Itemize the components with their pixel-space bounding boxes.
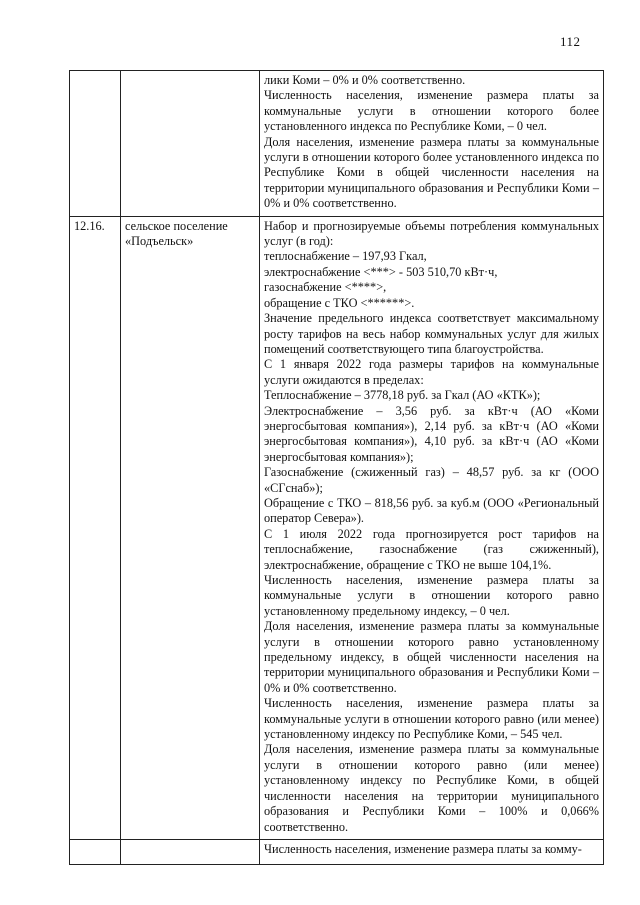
row-description-cell — [260, 71, 604, 217]
table-row — [70, 71, 604, 217]
paragraph: Электроснабжение – 3,56 руб. за кВт·ч (АО «Коми энергосбытовая компания»), 2,14 руб. за кВт·ч (АО «Коми энергосбытовая компания»), 4,10 руб. за кВт·ч (АО «Коми энергосбытовая компания»); — [264, 403, 599, 464]
paragraph: Доля населения, изменение размера платы за коммунальные услуги в отношении которого равно (или менее) установленному индексу по Республике Коми, в общей численности населения на территории муниципального образования и Республики Коми – 100% и 0,066% соответственно. — [264, 742, 599, 834]
paragraph: Численность населения, изменение размера платы за коммунальные услуги в отношении которого равно (или менее) установленному индексу по Республике Коми, – 545 чел. — [264, 696, 599, 742]
table-row — [70, 839, 604, 864]
row-name-cell — [121, 839, 260, 864]
paragraph: теплоснабжение – 197,93 Гкал, — [264, 249, 427, 264]
table-row — [70, 216, 604, 839]
paragraph: Набор и прогнозируемые объемы потребления коммунальных услуг (в год): — [264, 218, 599, 249]
paragraph: Значение предельного индекса соответствует максимальному росту тарифов на весь набор коммунальных услуг для жилых помещений соответствующего типа благоустройства. — [264, 311, 599, 356]
row-name-cell: сельское поселение «Подъельск» — [121, 216, 260, 839]
row-number-cell — [70, 71, 121, 217]
paragraph: Теплоснабжение – 3778,18 руб. за Гкал (АО «КТК»); — [264, 388, 541, 403]
paragraph: С 1 января 2022 года размеры тарифов на коммунальные услуги ожидаются в пределах: — [264, 357, 599, 387]
row-number-cell — [70, 839, 121, 864]
paragraph: Газоснабжение (сжиженный газ) – 48,57 руб. за кг (ООО «СГснаб»); — [264, 465, 599, 495]
paragraph: электроснабжение <***> - 503 510,70 кВт·ч, — [264, 264, 498, 279]
row-description-cell — [260, 839, 604, 864]
paragraph: С 1 июля 2022 года прогнозируется рост тарифов на теплоснабжение, газоснабжение (газ сжиженный), электроснабжение, обращение с ТКО не выше 104,1%. — [264, 526, 599, 572]
paragraph: Численность населения, изменение размера платы за комму- — [264, 841, 582, 856]
paragraph: обращение с ТКО <******>. — [264, 295, 415, 310]
row-name-cell — [121, 71, 260, 217]
paragraph: Доля населения, изменение размера платы за коммунальные услуги в отношении которого равно установленному предельному индексу, в общей численности населения на территории муниципального образования и Республики Коми – 0% и 0% соответственно. — [264, 619, 599, 695]
row-description-cell — [260, 216, 604, 839]
page-number: 112 — [560, 34, 581, 49]
paragraph: лики Коми – 0% и 0% соответственно. — [264, 73, 466, 87]
paragraph: Обращение с ТКО – 818,56 руб. за куб.м (ООО «Региональный оператор Севера»). — [264, 495, 599, 526]
paragraph: газоснабжение <****>, — [264, 280, 387, 295]
paragraph: Доля населения, изменение размера платы за коммунальные услуги в отношении которого более установленного индекса по Республике Коми в общей численности населения на территории муниципального образования и Республики Коми – 0% и 0% соответственно. — [264, 134, 599, 211]
paragraph: Численность населения, изменение размера платы за коммунальные услуги в отношении которого равно установленному предельному индексу, – 0 чел. — [264, 573, 599, 618]
row-number-cell: 12.16. — [70, 216, 121, 839]
paragraph: Численность населения, изменение размера платы за коммунальные услуги в отношении которого более установленного индекса по Республике Коми, – 0 чел. — [264, 88, 599, 134]
document-table — [69, 70, 604, 865]
